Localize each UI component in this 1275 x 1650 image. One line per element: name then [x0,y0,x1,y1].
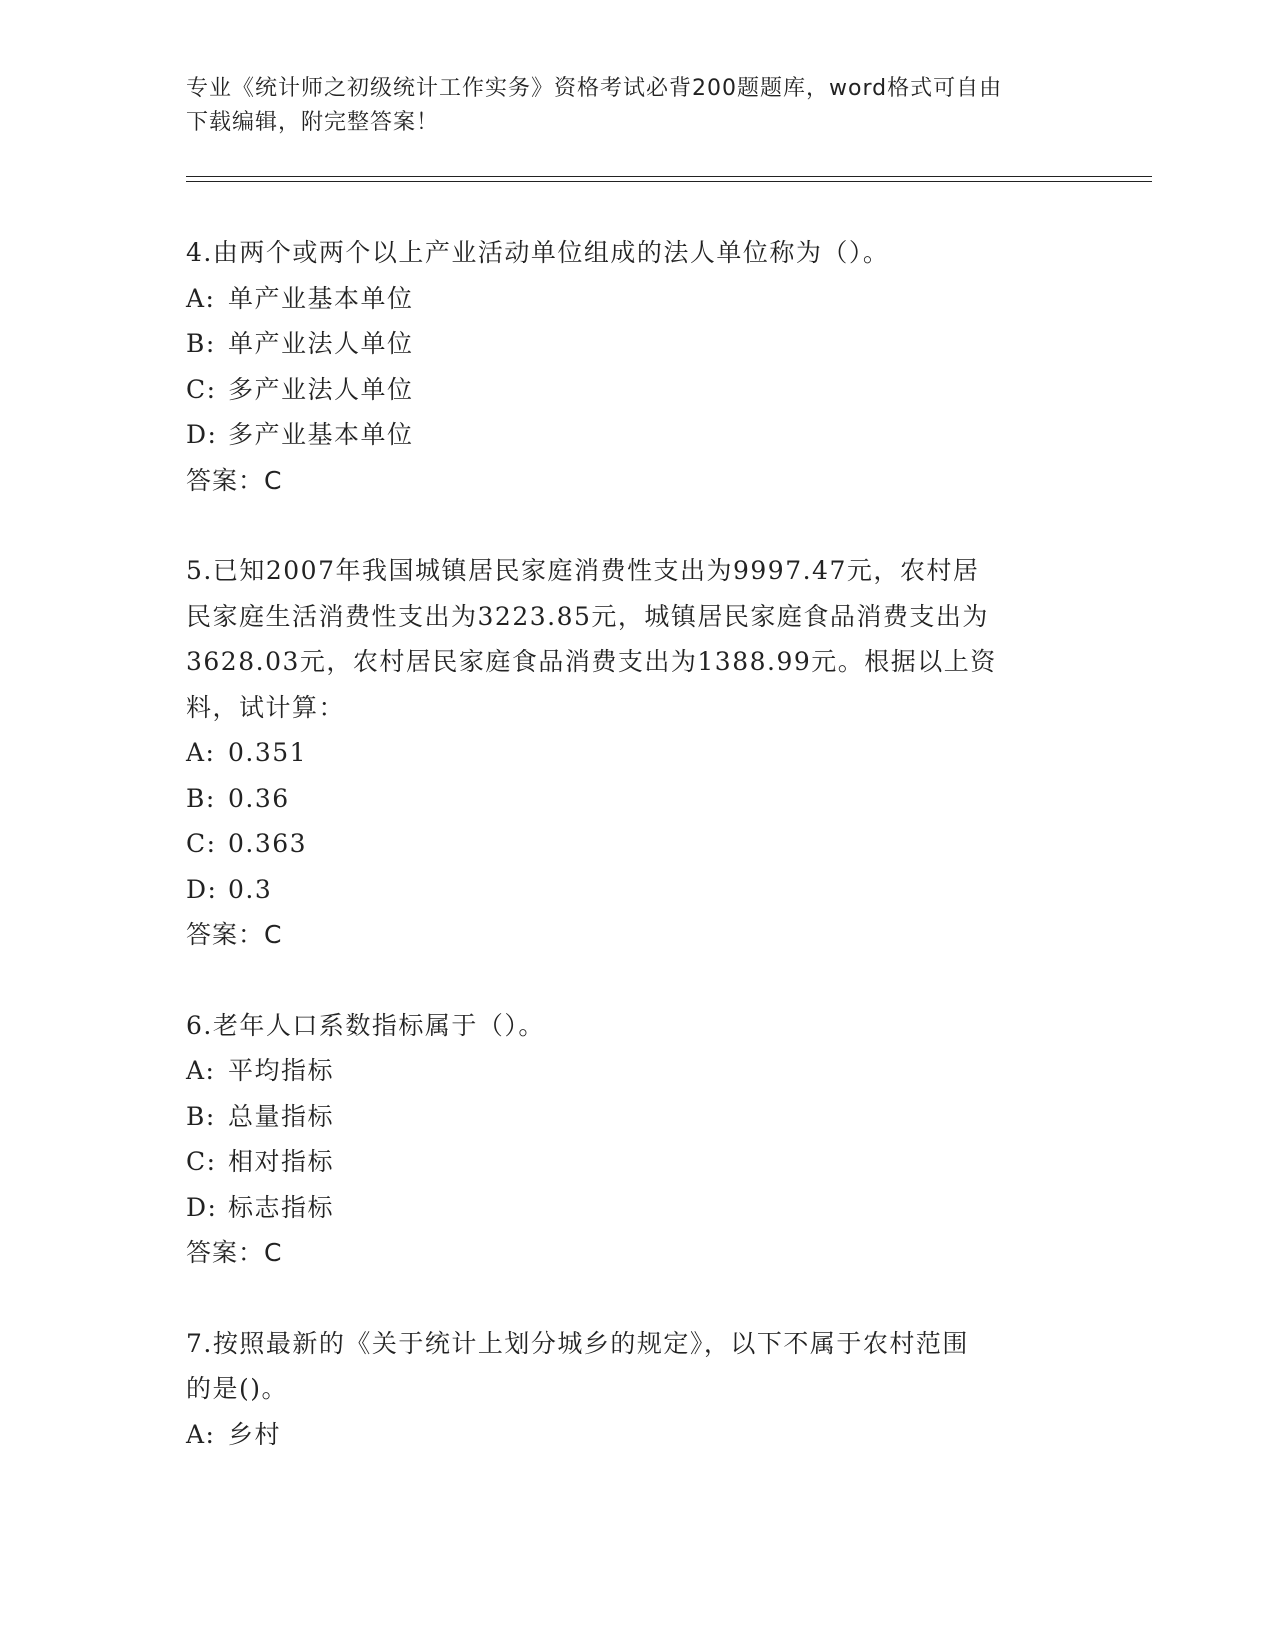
option-c [186,1139,1086,1185]
question-6 [186,1003,1086,1276]
answer-line: 答案：C [186,1238,283,1267]
question-stem: 6.老年人口系数指标属于（）。 [186,1010,545,1040]
question-stem-line: 民家庭生活消费性支出为3223.85元，城镇居民家庭食品消费支出为 [186,601,989,631]
header-line-1: 专业《统计师之初级统计工作实务》资格考试必背200题题库，word格式可自由 [186,76,1003,101]
option-text: 多产业基本单位 [228,420,414,449]
question-stem-line: 5.已知2007年我国城镇居民家庭消费性支出为9997.47元，农村居 [186,556,980,585]
option-key: D: [186,874,218,904]
option-key: A: [186,1419,216,1449]
option-b [186,776,1086,822]
option-key: D: [186,420,218,449]
option-c [186,367,1086,413]
question-stem-line: 料，试计算： [186,692,346,722]
option-b [186,321,1086,367]
header-line-2: 下载编辑，附完整答案！ [186,110,440,135]
option-key: B: [186,783,216,813]
option-key: C: [186,1147,217,1176]
option-text: 0.363 [228,829,308,858]
document-header [186,72,1066,140]
option-key: B: [186,329,216,358]
option-text: 单产业基本单位 [228,283,414,313]
option-text: 0.36 [228,783,290,813]
question-stem: 4.由两个或两个以上产业活动单位组成的法人单位称为（）。 [186,238,890,267]
option-key: B: [186,1101,216,1131]
option-b [186,1094,1086,1140]
option-d [186,1185,1086,1231]
option-key: A: [186,1056,216,1085]
option-a [186,730,1086,776]
option-text: 乡村 [228,1419,282,1449]
option-a [186,1048,1086,1094]
option-key: C: [186,829,217,858]
option-c [186,821,1086,867]
option-text: 多产业法人单位 [228,374,414,404]
option-key: D: [186,1192,218,1222]
answer-line: 答案：C [186,465,283,495]
question-stem-line: 3628.03元，农村居民家庭食品消费支出为1388.99元。根据以上资 [186,647,997,676]
answer-line: 答案：C [186,920,283,949]
question-stem-line: 的是()。 [186,1374,289,1403]
question-5 [186,548,1086,958]
option-text: 相对指标 [228,1147,335,1176]
option-key: A: [186,283,216,313]
option-key: A: [186,738,216,767]
option-text: 总量指标 [228,1101,335,1131]
question-list [186,230,1086,1502]
option-text: 标志指标 [228,1192,335,1222]
option-text: 单产业法人单位 [228,329,414,358]
option-d [186,867,1086,913]
option-text: 平均指标 [228,1056,335,1085]
question-4 [186,230,1086,503]
option-text: 0.351 [228,738,308,767]
option-key: C: [186,374,217,404]
header-divider [186,176,1152,182]
option-a [186,1412,1086,1458]
option-a [186,276,1086,322]
option-d [186,412,1086,458]
question-stem-line: 7.按照最新的《关于统计上划分城乡的规定》，以下不属于农村范围 [186,1328,969,1358]
option-text: 0.3 [228,874,273,904]
question-7 [186,1321,1086,1458]
